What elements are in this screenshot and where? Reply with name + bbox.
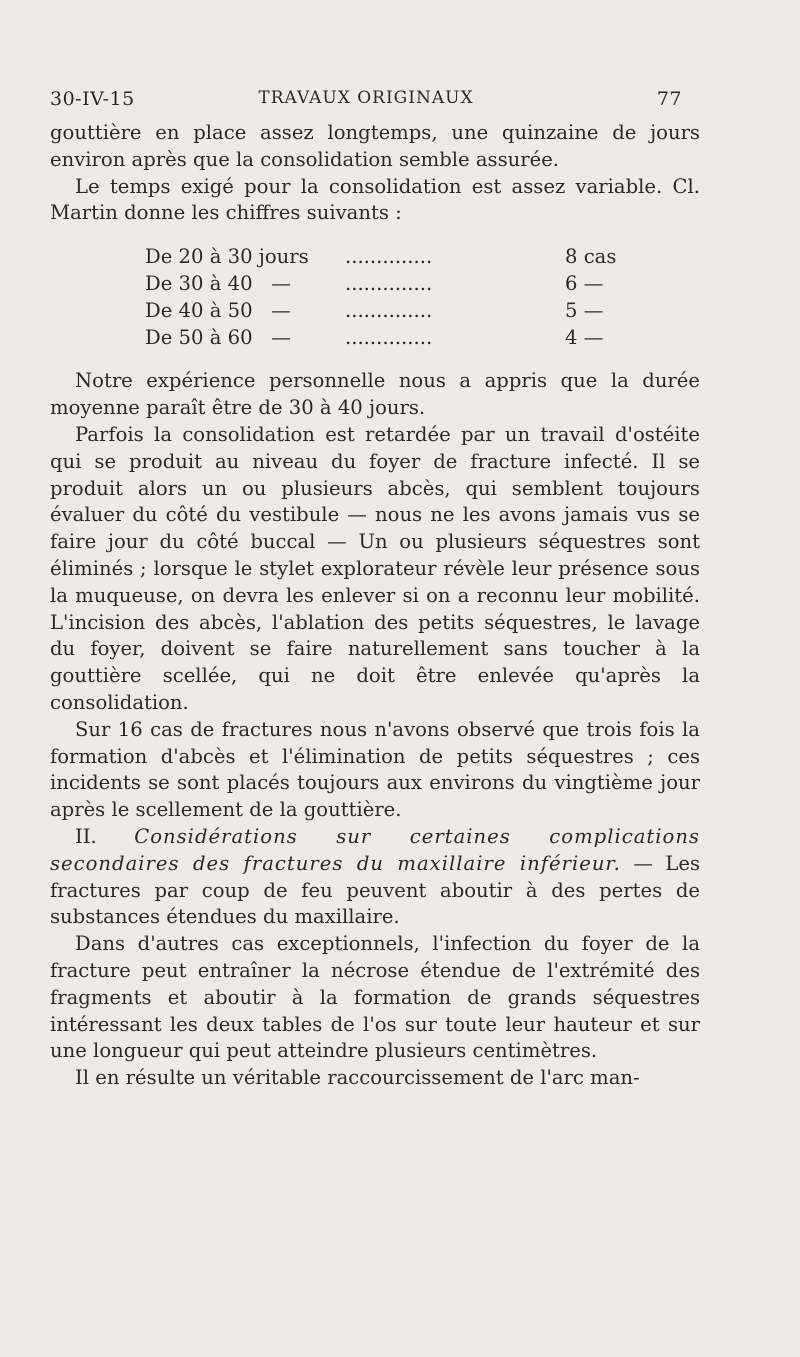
table-dots: ..............	[345, 298, 433, 322]
table-range: De 20 à 30 jours	[145, 245, 309, 269]
page-number: 77	[656, 88, 682, 110]
table-range: De 50 à 60 —	[145, 325, 291, 349]
running-header	[50, 88, 682, 116]
table-dots: ..............	[345, 271, 433, 295]
table-range: De 40 à 50 —	[145, 298, 291, 322]
table-dots: ..............	[345, 325, 433, 349]
table-value: 4 —	[565, 325, 604, 349]
table-row	[145, 298, 645, 325]
section-heading: Considérations sur certaines complications secondaires des fractures du maxillaire inférieur.	[50, 824, 700, 875]
section-text: — Les fractures par coup de feu peuvent aboutir à des pertes de substances étendues du maxillaire.	[50, 851, 701, 929]
paragraph: Dans d'autres cas exceptionnels, l'infection du foyer de la fracture peut entraîner la nécrose étendue de l'extrémité des fragments et aboutir à la formation de grands séquestres intéressant les deux tables de l'os sur toute leur hauteur et sur une longueur qui peut atteindre plusieurs centimètres.	[50, 932, 700, 1063]
table-dots: ..............	[345, 245, 433, 269]
paragraph: Sur 16 cas de fractures nous n'avons observé que trois fois la formation d'abcès et l'élimination de petits séquestres ; ces incidents se sont placés toujours aux environs du vingtième jour après le scellement de la gouttière.	[50, 717, 700, 822]
table-range: De 30 à 40 —	[145, 271, 291, 295]
table-value: 5 —	[565, 298, 604, 322]
paragraph: gouttière en place assez longtemps, une quinzaine de jours environ après que la consolidation semble assurée.	[50, 121, 700, 171]
header-date: 30-IV-15	[50, 88, 135, 110]
paragraph: Le temps exigé pour la consolidation est assez variable. Cl. Martin donne les chiffres suivants :	[50, 174, 700, 225]
section-number: II.	[75, 824, 97, 848]
duration-table	[145, 244, 645, 351]
paragraph: Il en résulte un véritable raccourcissement de l'arc man-	[75, 1066, 640, 1090]
table-row	[145, 244, 645, 271]
paragraph: Parfois la consolidation est retardée par un travail d'ostéite qui se produit au niveau du foyer de fracture infecté. Il se produit alors un ou plusieurs abcès, qui semblent toujours évaluer du côté du vestibule — nous ne les avons jamais vus se faire jour du côté buccal — Un ou plusieurs séquestres sont éliminés ; lorsque le stylet explorateur révèle leur présence sous la muqueuse, on devra les enlever si on a reconnu leur mobilité. L'incision des abcès, l'ablation des petits séquestres, le lavage du foyer, doivent se faire naturellement sans toucher à la gouttière scellée, qui ne doit être enlevée qu'après la consolidation.	[50, 422, 700, 714]
paragraph: Notre expérience personnelle nous a appris que la durée moyenne paraît être de 30 à 40 jours.	[50, 369, 700, 420]
table-row	[145, 325, 645, 352]
body-text	[50, 120, 700, 1092]
table-value: 8 cas	[565, 245, 617, 269]
table-row	[145, 271, 645, 298]
table-value: 6 —	[565, 271, 604, 295]
header-title: TRAVAUX ORIGINAUX	[258, 88, 474, 108]
section-paragraph	[50, 824, 700, 931]
